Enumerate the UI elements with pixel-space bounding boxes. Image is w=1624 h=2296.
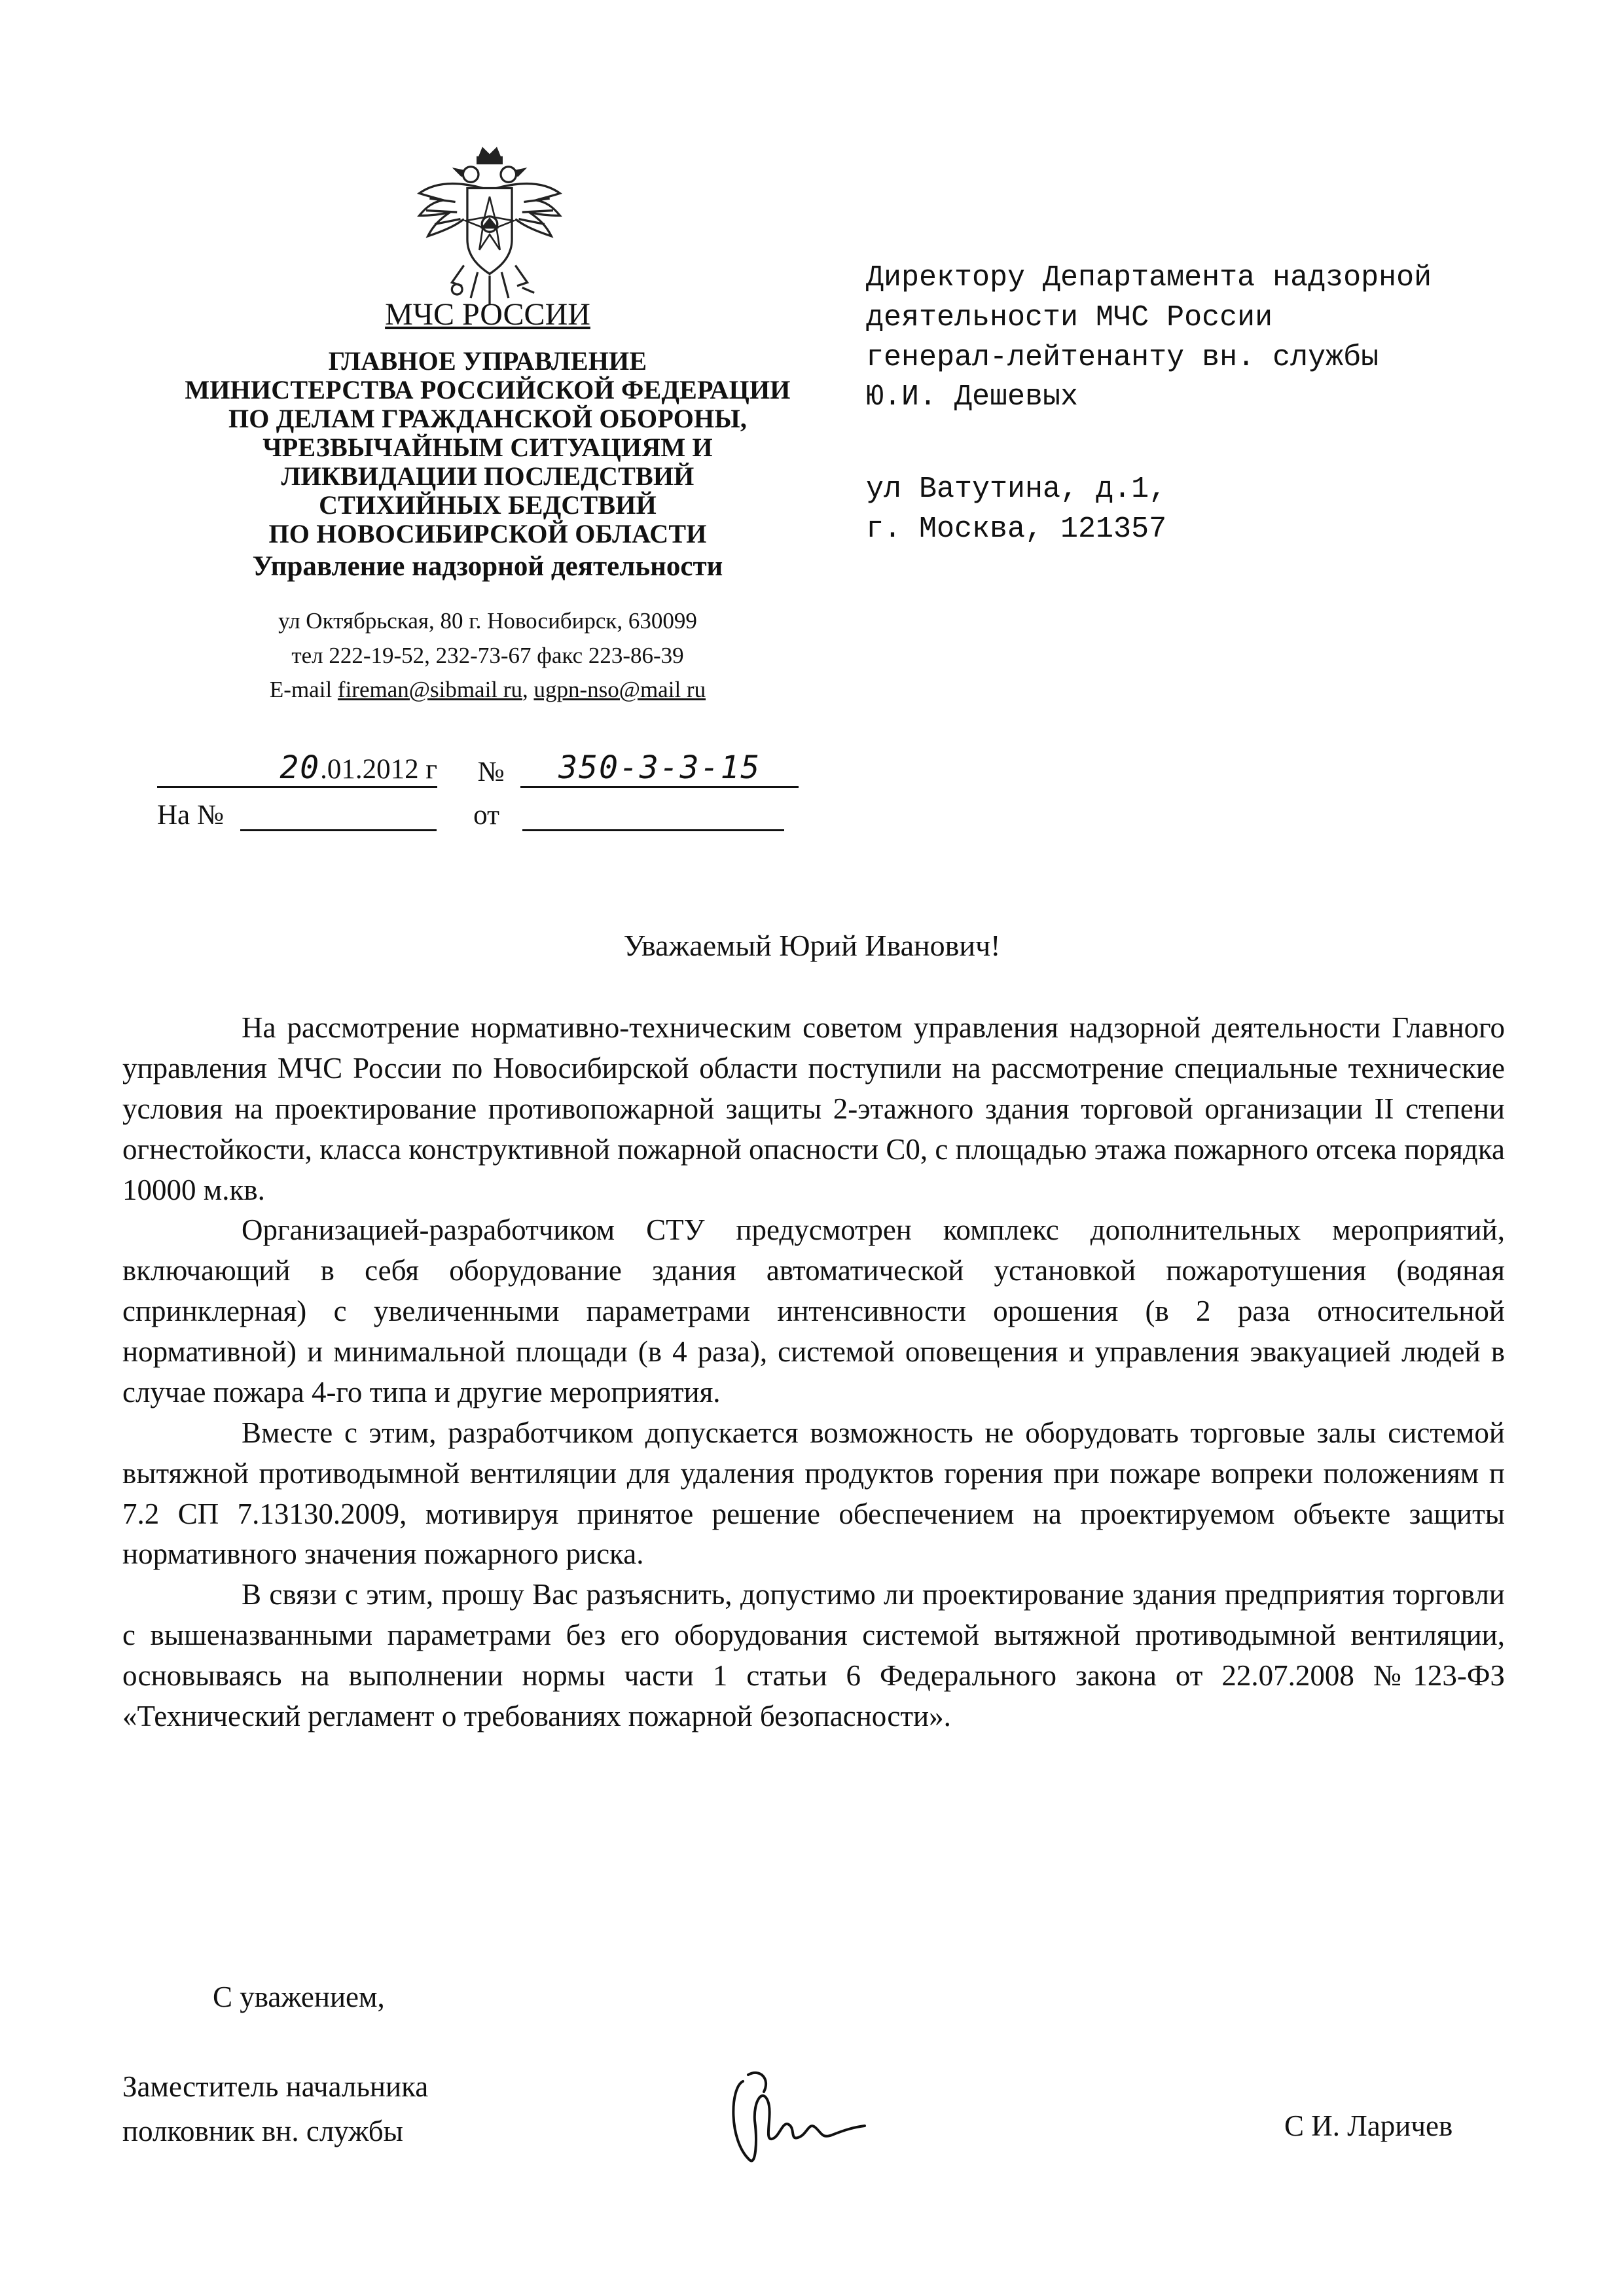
recipient-address-line: ул Ватутина, д.1,: [866, 473, 1167, 506]
date-field: [157, 749, 437, 788]
signer-rank: полковник вн. службы: [122, 2114, 403, 2147]
recipient-address: [866, 470, 1521, 550]
signer-title: [122, 2065, 428, 2153]
sender-email: E-mail fireman@sibmail ru, ugpn-nso@mail ru: [269, 677, 706, 703]
body-paragraph: Организацией-разработчиком СТУ предусмотрен комплекс дополнительных мероприятий, включающий в себя оборудование здания автоматической установкой пожаротушения (водяная спринклерная) с увеличенными параметрами интенсивности орошения (в 2 раза относительной нормативной) и минимальной площади (в 4 раза), системой оповещения и управления эвакуацией людей в случае пожара 4-го типа и другие мероприятия.: [122, 1213, 1505, 1408]
salutation: Уважаемый Юрий Иванович!: [623, 929, 1001, 962]
recipient-line: генерал-лейтенанту вн. службы: [866, 340, 1379, 374]
date-day: 20: [280, 749, 321, 786]
recipient-address-line: г. Москва, 121357: [866, 512, 1167, 546]
sender-name-line: МИНИСТЕРСТВА РОССИЙСКОЙ ФЕДЕРАЦИИ: [185, 374, 791, 404]
body-paragraph: В связи с этим, прошу Вас разъяснить, допустимо ли проектирование здания предприятия торговли с вышеназванными параметрами без его оборудования системой вытяжной противодымной вентиляции, основываясь на выполнении нормы части 1 статьи 6 Федерального закона от 22.07.2008 №123-ФЗ «Технический регламент о требованиях пожарной безопасности».: [122, 1578, 1505, 1732]
body-paragraph: Вместе с этим, разработчиком допускается возможность не оборудовать торговые залы системой вытяжной противодымной вентиляции для удаления продуктов горения при пожаре вопреки положениям п 7.2 СП 7.13130.2009, мотивируя принятое решение обеспечением на проектируемом объекте защиты нормативного значения пожарного риска.: [122, 1416, 1505, 1571]
signature-icon: [717, 2062, 887, 2179]
email-label: E-mail: [269, 677, 333, 703]
sender-contacts: [118, 604, 857, 708]
sender-address: ул Октябрьская, 80 г. Новосибирск, 630099: [278, 608, 697, 634]
sender-phones: тел 222-19-52, 232-73-67 факс 223-86-39: [291, 642, 684, 668]
email-link-2[interactable]: ugpn-nso@mail ru: [533, 677, 706, 703]
sender-name-line: ПО ДЕЛАМ ГРАЖДАНСКОЙ ОБОРОНЫ,: [228, 403, 748, 433]
reply-label: На №: [157, 800, 224, 831]
sender-short-name: МЧС РОССИИ: [385, 297, 590, 332]
signer-name: С И. Ларичев: [1284, 2109, 1453, 2142]
signer-position: Заместитель начальника: [122, 2070, 429, 2103]
recipient-line: Ю.И. Дешевых: [866, 380, 1079, 414]
sender-name-line: ЛИКВИДАЦИИ ПОСЛЕДСТВИЙ: [281, 461, 695, 491]
sender-name-line: ЧРЕЗВЫЧАЙНЫМ СИТУАЦИЯМ И: [262, 432, 713, 462]
recipient-line: деятельности МЧС России: [866, 300, 1273, 334]
reply-line: [157, 797, 784, 831]
closing: С уважением,: [213, 1981, 385, 2013]
email-link-1[interactable]: fireman@sibmail ru: [337, 677, 522, 703]
sender-name-line: СТИХИЙНЫХ БЕДСТВИЙ: [319, 490, 657, 520]
sender-department: Управление надзорной деятельности: [252, 550, 723, 582]
registration-line: [157, 749, 799, 788]
reply-date-field: [522, 797, 784, 831]
number-label: №: [477, 757, 505, 787]
sender-name-line: ПО НОВОСИБИРСКОЙ ОБЛАСТИ: [268, 518, 707, 548]
from-label: от: [473, 800, 499, 831]
reply-number-field: [240, 797, 437, 831]
number-value: 350-3-3-15: [558, 749, 761, 786]
number-field: [520, 749, 799, 788]
letter-body: [122, 1008, 1505, 1737]
date-rest: .01.2012 г: [320, 754, 437, 785]
sender-block: [118, 298, 857, 708]
emchs-emblem-icon: [404, 145, 575, 317]
sender-name-line: ГЛАВНОЕ УПРАВЛЕНИЕ: [328, 346, 647, 376]
body-paragraph: На рассмотрение нормативно-техническим советом управления надзорной деятельности Главного управления МЧС России по Новосибирской области поступили на рассмотрение специальные технические условия на проектирование противопожарной защиты 2-этажного здания торговой организации II степени огнестойкости, класса конструктивной пожарной опасности С0, с площадью этажа пожарного отсека порядка 10000 м.кв.: [122, 1011, 1505, 1206]
recipient-line: Директору Департамента надзорной: [866, 261, 1432, 295]
recipient-block: [866, 259, 1521, 418]
